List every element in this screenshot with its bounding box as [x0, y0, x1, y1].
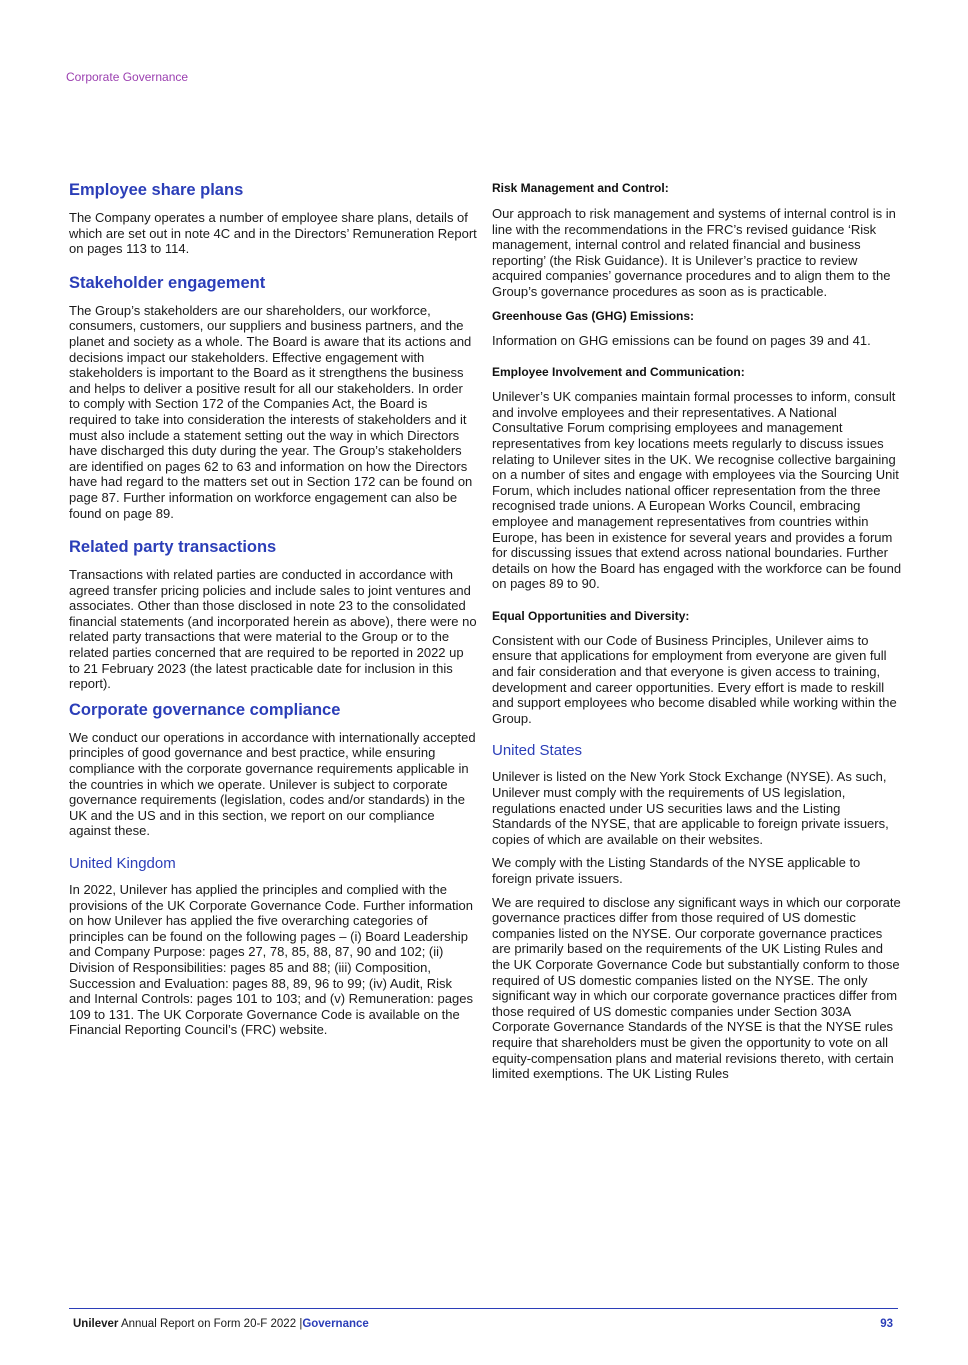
paragraph-employee-involvement: Unilever’s UK companies maintain formal processes to inform, consult and involve employees and their representatives. A National Consultative Forum comprising employees and management representatives from key locations meets regularly to discuss issues relating to Unilever sites in the UK. We recognise collective bargaining on a number of sites and engage with employees via the Sourcing Unit Forum, which includes national officer representation from the three recognised trade unions. A European Works Council, embracing employee and management representatives from countries within Europe, has been in existence for several years and provides a forum for discussing issues that extend across national boundaries. Further details on how the Board has engaged with the workforce can be found on pages 89 to 90.: [492, 389, 902, 592]
heading-stakeholder-engagement: Stakeholder engagement: [69, 273, 266, 292]
footer-separator: |: [299, 1318, 303, 1330]
right-column: [492, 178, 902, 1082]
paragraph-corporate-governance-compliance: We conduct our operations in accordance with internationally accepted principles of good governance and best practice, while ensuring compliance with the corporate governance requirements applicable in the countries in which we operate. Unilever is subject to corporate governance requirements (legislation, codes and/or standards) in the UK and the US and in this section, we report on our compliance against these.: [69, 729, 476, 839]
heading-united-kingdom: United Kingdom: [69, 855, 176, 872]
footer: [73, 1318, 369, 1330]
heading-equal-opportunities: Equal Opportunities and Diversity:: [492, 608, 690, 623]
heading-corporate-governance-compliance: Corporate governance compliance: [69, 700, 341, 719]
left-column: [69, 178, 477, 1038]
paragraph-stakeholder-engagement: The Group’s stakeholders are our shareholders, our workforce, consumers, customers, our suppliers and business partners, and the planet and society as a whole. The Board is aware that its actions and decisions impact our stakeholders. Effective engagement with stakeholders is important to the Board as it strengthens the business and helps to deliver a positive result for all our stakeholders. In order to comply with Section 172 of the Companies Act, the Board is required to take into consideration the interests of stakeholders and it must also include a statement setting out the way in which Directors have discharged this duty during the year. The Group’s stakeholders are identified on pages 62 to 63 and information on how the Directors have had regard to the matters set out in Section 172 can be found on page 87. Further information on workforce engagement can also be found on page 89.: [69, 302, 473, 521]
paragraph-united-states-2: We comply with the Listing Standards of the NYSE applicable to foreign private issuers.: [492, 855, 861, 886]
footer-brand: Unilever: [73, 1318, 119, 1330]
heading-employee-share-plans: Employee share plans: [69, 181, 244, 199]
footer-report-title: Annual Report on Form 20-F 2022: [120, 1318, 297, 1330]
paragraph-united-kingdom: In 2022, Unilever has applied the principles and complied with the provisions of the UK Corporate Governance Code. Further information on how Unilever has applied the five overarching categories of principles can be found on the following pages – (i) Board Leadership and Company Purpose: pages 27, 78, 85, 88, 87, 90 and 102; (ii) Division of Responsibilities: pages 85 and 88; (iii) Composition, Succession and Evaluation: pages 88, 89, 96 to 99; (iv) Audit, Risk and Internal Controls: pages 101 to 103; and (v) Remuneration: pages 109 to 131. The UK Corporate Governance Code is available on the Financial Reporting Council’s (FRC) website.: [69, 882, 473, 1038]
paragraph-united-states-1: Unilever is listed on the New York Stock Exchange (NYSE). As such, Unilever must comply with the requirements of US legislation, regulations enacted under US securities laws and the Listing Standards of the NYSE, that are applicable to foreign private issuers, copies of which are available on their websites.: [492, 769, 889, 847]
paragraph-related-party-transactions: Transactions with related parties are conducted in accordance with agreed transfer pricing policies and include sales to joint ventures and associates. Other than those disclosed in note 23 to the consolidated financial statements (and incorporated herein as above), there were no related party transactions that were material to the Group or to the related parties concerned that are required to be reported in 2022 up to 21 February 2023 (the latest practicable date for inclusion in this report).: [69, 567, 477, 692]
page-number: 93: [880, 1318, 893, 1330]
paragraph-ghg-emissions: Information on GHG emissions can be found on pages 39 and 41.: [492, 332, 871, 348]
heading-ghg-emissions: Greenhouse Gas (GHG) Emissions:: [492, 308, 695, 323]
paragraph-risk-management: Our approach to risk management and systems of internal control is in line with the recommendations in the FRC’s revised guidance ‘Risk management, internal control and related financial and business reporting’ (the Risk Guidance). It is Unilever’s practice to review acquired companies’ governance procedures and to align them to the Group’s governance procedures as soon as is practicable.: [492, 206, 896, 299]
heading-employee-involvement: Employee Involvement and Communication:: [492, 365, 745, 380]
footer-section: Governance: [302, 1318, 369, 1330]
heading-risk-management: Risk Management and Control:: [492, 181, 669, 195]
paragraph-equal-opportunities: Consistent with our Code of Business Principles, Unilever aims to ensure that applications for employment from everyone are given full and fair consideration and that everyone is given access to training, development and career opportunities. Every effort is made to reskill and support employees who become disabled while working within the Group.: [492, 632, 897, 726]
paragraph-united-states-3: We are required to disclose any significant ways in which our corporate governance practices differ from those required of US domestic companies listed on the NYSE. Our corporate governance practices are primarily based on the requirements of the UK Listing Rules and the UK Corporate Governance Code but substantially conform to those required of US domestic companies listed on the NYSE. The only significant way in which our corporate governance practices differ from those required of US domestic companies under Section 303A Corporate Governance Standards of the NYSE is that the NYSE rules require that shareholders must be given the opportunity to vote on all equity-compensation plans and material revisions thereto, with certain limited exemptions. The UK Listing Rules: [492, 894, 901, 1082]
paragraph-employee-share-plans: The Company operates a number of employee share plans, details of which are set out in note 4C and in the Directors’ Remuneration Report on pages 113 to 114.: [69, 210, 477, 257]
heading-united-states: United States: [492, 742, 583, 760]
section-label: Corporate Governance: [66, 70, 189, 84]
heading-related-party-transactions: Related party transactions: [69, 538, 277, 557]
footer-divider: [69, 1308, 898, 1309]
